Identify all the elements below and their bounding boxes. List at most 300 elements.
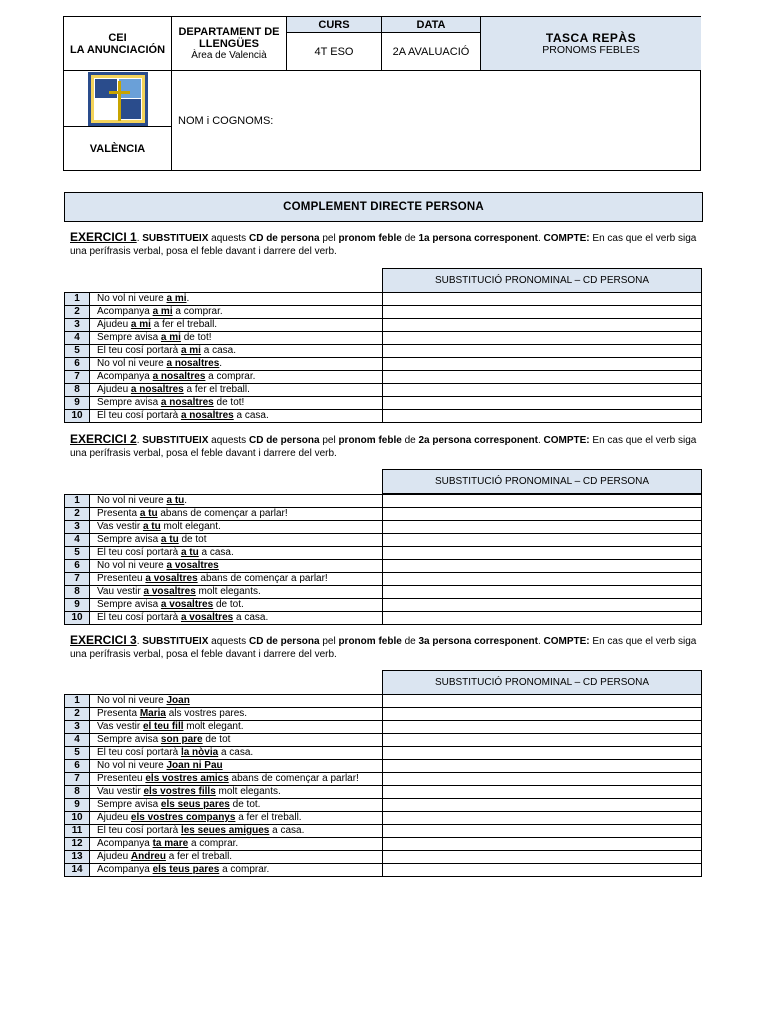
data-value-cell [382,33,481,71]
sentence-text: No vol ni veure [97,495,167,506]
direct-object: a tu [160,534,179,545]
row-number: 10 [65,410,90,422]
instruction-text: En cas que el verb siga una perífrasis verbal, posa el feble davant i darrere del verb. [70,435,697,459]
instruction-text: . [537,435,544,446]
row-number: 10 [65,812,90,824]
direct-object: a vosaltres [145,573,198,584]
row-number: 14 [65,864,90,876]
table-row [65,864,701,877]
exercise-label: EXERCICI 3 [70,633,137,647]
instruction-bold: COMPTE: [543,233,590,244]
direct-object: a tu [139,508,158,519]
answer-cell[interactable] [383,306,701,318]
row-number: 6 [65,760,90,772]
answer-cell[interactable] [383,721,701,733]
instruction-text: aquests [208,636,249,647]
instruction-text: En cas que el verb siga una perífrasis verbal, posa el feble davant i darrere del verb. [70,636,697,660]
instruction-bold: CD de persona [248,435,320,446]
sentence-cell [90,825,383,837]
sentence-text: No vol ni veure [97,560,167,571]
sentence-text: Presenteu [97,773,146,784]
instruction-text: de [401,636,419,647]
row-number: 7 [65,773,90,785]
answer-cell[interactable] [383,786,701,798]
instruction-bold: SUBSTITUEIX [142,435,209,446]
sentence-text: Sempre avisa [97,397,161,408]
table-row [65,760,701,773]
sentence-text: Sempre avisa [97,534,161,545]
table-row [65,586,701,599]
sentence-cell [90,306,383,318]
direct-object: a mi [166,293,187,304]
row-number: 5 [65,345,90,357]
instruction-bold: CD de persona [248,233,320,244]
direct-object: a nosaltres [160,397,214,408]
sentence-text: a fer el treball. [183,384,250,395]
data-label-cell [382,17,481,33]
sentence-cell [90,851,383,863]
direct-object: Andreu [130,851,166,862]
table-row [65,508,701,521]
table-row [65,371,701,384]
answer-cell[interactable] [383,345,701,357]
sentence-cell [90,760,383,772]
row-number: 3 [65,721,90,733]
sentence-cell [90,397,383,409]
answer-cell[interactable] [383,747,701,759]
row-number: 4 [65,332,90,344]
sentence-cell [90,384,383,396]
exercise-3-table [64,694,702,877]
sentence-text: No vol ni veure [97,358,167,369]
table-row [65,534,701,547]
sentence-text: Acompanya [97,371,153,382]
sentence-text: El teu cosí portarà [97,747,181,758]
exercise-1-instructions [70,231,710,258]
table-row [65,612,701,625]
row-number: 1 [65,293,90,305]
sentence-text: molt elegants. [215,786,281,797]
direct-object: son pare [160,734,203,745]
row-number: 2 [65,508,90,520]
direct-object: a vosaltres [180,612,234,623]
sentence-text: a fer el treball. [165,851,233,862]
instruction-text: En cas que el verb siga una perífrasis verbal, posa el feble davant i darrere del verb. [70,233,697,257]
row-number: 6 [65,560,90,572]
sentence-text: Acompanya [97,864,153,875]
answer-cell[interactable] [383,812,701,824]
sentence-text: de tot [202,734,231,745]
sentence-cell [90,371,383,383]
table-row [65,708,701,721]
row-number: 10 [65,612,90,624]
sentence-text: El teu cosí portarà [97,547,181,558]
sentence-text: . [219,358,223,369]
answer-cell[interactable] [383,358,701,370]
answer-cell[interactable] [383,508,701,520]
answer-cell[interactable] [383,371,701,383]
sentence-text: Ajudeu [97,319,131,330]
instruction-text: pel [319,636,339,647]
sentence-text: de tot! [213,397,245,408]
table-row [65,306,701,319]
department-area: Àrea de Valencià [191,49,267,61]
table-row [65,786,701,799]
sentence-text: No vol ni veure [97,695,167,706]
answer-cell[interactable] [383,838,701,850]
curs-label-cell [287,17,382,33]
sentence-cell [90,786,383,798]
sentence-text: Ajudeu [97,812,131,823]
instruction-text: . [136,435,143,446]
exercise-label: EXERCICI 1 [70,230,137,244]
row-number: 8 [65,384,90,396]
sentence-text: Vas vestir [97,521,143,532]
student-name-field[interactable] [172,71,701,171]
answer-cell[interactable] [383,612,701,624]
sentence-cell [90,534,383,546]
answer-cell[interactable] [383,734,701,746]
instruction-bold: 1a persona corresponent [418,233,538,244]
instruction-text: . [136,636,143,647]
curs-value: 4T ESO [314,45,354,58]
table-row [65,547,701,560]
sentence-text: Vas vestir [97,721,143,732]
table-row [65,332,701,345]
answer-cell[interactable] [383,864,701,876]
row-number: 6 [65,358,90,370]
direct-object: la nòvia [180,747,219,758]
direct-object: a tu [142,521,161,532]
sentence-text: de tot. [229,799,261,810]
sentence-cell [90,799,383,811]
answer-cell[interactable] [383,851,701,863]
instruction-bold: COMPTE: [543,636,590,647]
exercise-2-instructions [70,433,710,460]
answer-cell[interactable] [383,599,701,611]
sentence-text: de tot. [213,599,244,610]
sentence-cell [90,332,383,344]
sentence-text: molt elegant. [183,721,244,732]
table-row [65,319,701,332]
instruction-bold: 2a persona corresponent [418,435,538,446]
sentence-text: a casa. [269,825,305,836]
sentence-text: a comprar. [219,864,270,875]
sentence-cell [90,812,383,824]
instruction-bold: SUBSTITUEIX [142,636,209,647]
instruction-text: . [537,233,544,244]
sentence-text: Acompanya [97,838,153,849]
task-title-cell [481,17,701,71]
sentence-cell [90,838,383,850]
table-row [65,799,701,812]
department-cell [172,17,287,71]
instruction-text: de [401,435,419,446]
school-emblem-icon [88,72,148,126]
direct-object: a mi [130,319,151,330]
row-number: 7 [65,371,90,383]
answer-column-header: SUBSTITUCIÓ PRONOMINAL – CD PERSONA [382,469,702,494]
instruction-bold: pronom feble [338,435,402,446]
sentence-text: molt elegant. [160,521,221,532]
direct-object: els vostres amics [145,773,229,784]
direct-object: Maria [139,708,166,719]
sentence-text: a casa. [200,345,236,356]
sentence-cell [90,734,383,746]
data-value: 2A AVALUACIÓ [392,45,470,58]
document-header [63,16,701,171]
answer-cell[interactable] [383,695,701,707]
sentence-cell [90,586,383,598]
row-number: 13 [65,851,90,863]
sentence-text: Sempre avisa [97,332,161,343]
row-number: 8 [65,786,90,798]
exercise-3-instructions [70,634,710,661]
table-row [65,560,701,573]
sentence-text: Presenta [97,508,140,519]
table-row [65,747,701,760]
sentence-text: a casa. [218,747,254,758]
table-row [65,495,701,508]
row-number: 12 [65,838,90,850]
answer-cell[interactable] [383,384,701,396]
row-number: 9 [65,599,90,611]
exercise-1-table [64,292,702,423]
direct-object: a vosaltres [160,599,214,610]
school-name-cell [64,17,172,71]
direct-object: a tu [180,547,199,558]
answer-cell[interactable] [383,495,701,507]
table-row [65,384,701,397]
department-line2: LLENGÜES [199,37,259,50]
row-number: 4 [65,734,90,746]
row-number: 3 [65,521,90,533]
sentence-text: a casa. [198,547,234,558]
section-title: COMPLEMENT DIRECTE PERSONA [64,192,703,222]
instruction-bold: SUBSTITUEIX [142,233,209,244]
sentence-text: a fer el treball. [235,812,302,823]
answer-cell[interactable] [383,799,701,811]
sentence-text: . [186,293,190,304]
direct-object: Joan [166,695,190,706]
department-line1: DEPARTAMENT DE [178,25,280,38]
data-label: DATA [416,18,446,31]
row-number: 3 [65,319,90,331]
table-row [65,521,701,534]
table-row [65,734,701,747]
sentence-text: a comprar. [172,306,223,317]
sentence-text: El teu cosí portarà [97,825,181,836]
exercise-2-table [64,494,702,625]
sentence-text: a comprar. [205,371,256,382]
sentence-text: de tot! [180,332,212,343]
instruction-bold: 3a persona corresponent [418,636,538,647]
direct-object: els vostres companys [130,812,236,823]
instruction-text: pel [319,435,339,446]
sentence-text: a casa. [233,612,269,623]
row-number: 8 [65,586,90,598]
direct-object: a tu [166,495,185,506]
instruction-text: . [136,233,143,244]
sentence-text: als vostres pares. [165,708,248,719]
row-number: 9 [65,397,90,409]
direct-object: a nosaltres [130,384,184,395]
city-cell [64,127,172,171]
sentence-cell [90,573,383,585]
curs-value-cell [287,33,382,71]
row-number: 4 [65,534,90,546]
direct-object: ta mare [152,838,189,849]
sentence-text: abans de començar a parlar! [157,508,288,519]
sentence-text: molt elegants. [195,586,261,597]
sentence-cell [90,864,383,876]
answer-cell[interactable] [383,560,701,572]
sentence-cell [90,293,383,305]
sentence-text: No vol ni veure [97,293,167,304]
row-number: 11 [65,825,90,837]
sentence-text: de tot [178,534,207,545]
sentence-text: a casa. [233,410,269,421]
sentence-cell [90,521,383,533]
answer-cell[interactable] [383,586,701,598]
emblem-cell [64,71,172,127]
sentence-text: Ajudeu [97,851,131,862]
direct-object: a mi [160,332,181,343]
sentence-text: Presenta [97,708,140,719]
task-title: TASCA REPÀS [545,30,637,45]
sentence-text: Sempre avisa [97,599,161,610]
table-row [65,410,701,423]
sentence-cell [90,358,383,370]
direct-object: les seues amigues [180,825,270,836]
direct-object: a mi [152,306,173,317]
answer-cell[interactable] [383,825,701,837]
sentence-text: a fer el treball. [150,319,218,330]
table-row [65,812,701,825]
direct-object: a vosaltres [143,586,196,597]
table-row [65,397,701,410]
row-number: 1 [65,495,90,507]
table-row [65,695,701,708]
direct-object: els teus pares [152,864,220,875]
sentence-text: abans de començar a parlar! [228,773,359,784]
answer-cell[interactable] [383,534,701,546]
sentence-text: El teu cosí portarà [97,612,181,623]
row-number: 5 [65,547,90,559]
school-name-line2: LA ANUNCIACIÓN [69,43,166,56]
instruction-text: de [401,233,419,244]
sentence-cell [90,747,383,759]
answer-cell[interactable] [383,547,701,559]
row-number: 5 [65,747,90,759]
table-row [65,851,701,864]
sentence-cell [90,612,383,624]
sentence-text: Sempre avisa [97,734,161,745]
instruction-bold: pronom feble [338,233,402,244]
answer-cell[interactable] [383,410,701,422]
answer-cell[interactable] [383,573,701,585]
direct-object: els seus pares [160,799,230,810]
sentence-cell [90,599,383,611]
row-number: 9 [65,799,90,811]
direct-object: Joan ni Pau [166,760,223,771]
instruction-text: . [537,636,544,647]
direct-object: a vosaltres [166,560,219,571]
student-name-label: NOM i COGNOMS: [178,115,274,127]
sentence-text: El teu cosí portarà [97,345,181,356]
instruction-bold: pronom feble [338,636,402,647]
answer-cell[interactable] [383,319,701,331]
table-row [65,573,701,586]
sentence-text: Presenteu [97,573,146,584]
table-row [65,825,701,838]
sentence-text: Sempre avisa [97,799,161,810]
direct-object: a nosaltres [166,358,220,369]
sentence-text: No vol ni veure [97,760,167,771]
answer-cell[interactable] [383,760,701,772]
direct-object: el teu fill [142,721,184,732]
answer-cell[interactable] [383,773,701,785]
answer-column-header: SUBSTITUCIÓ PRONOMINAL – CD PERSONA [382,268,702,293]
sentence-cell [90,708,383,720]
instruction-bold: COMPTE: [543,435,590,446]
answer-cell[interactable] [383,293,701,305]
table-row [65,773,701,786]
direct-object: a nosaltres [152,371,206,382]
sentence-text: abans de començar a parlar! [197,573,328,584]
school-name-line1: CEI [108,31,127,44]
answer-cell[interactable] [383,708,701,720]
direct-object: a nosaltres [180,410,234,421]
instruction-bold: CD de persona [248,636,320,647]
sentence-text: . [184,495,188,506]
sentence-cell [90,721,383,733]
table-row [65,838,701,851]
sentence-text: Acompanya [97,306,153,317]
answer-column-header: SUBSTITUCIÓ PRONOMINAL – CD PERSONA [382,670,702,695]
sentence-text: a comprar. [188,838,239,849]
exercise-label: EXERCICI 2 [70,432,137,446]
answer-cell[interactable] [383,332,701,344]
sentence-text: Vau vestir [97,586,144,597]
table-row [65,721,701,734]
table-row [65,358,701,371]
table-row [65,345,701,358]
row-number: 1 [65,695,90,707]
answer-cell[interactable] [383,397,701,409]
city-name: VALÈNCIA [89,143,146,155]
direct-object: a mi [180,345,201,356]
instruction-text: aquests [208,233,249,244]
sentence-cell [90,410,383,422]
row-number: 2 [65,708,90,720]
sentence-cell [90,695,383,707]
sentence-cell [90,560,383,572]
curs-label: CURS [318,18,350,31]
sentence-cell [90,508,383,520]
sentence-cell [90,547,383,559]
sentence-cell [90,773,383,785]
answer-cell[interactable] [383,521,701,533]
sentence-text: Vau vestir [97,786,144,797]
sentence-text: Ajudeu [97,384,131,395]
instruction-text: pel [319,233,339,244]
row-number: 2 [65,306,90,318]
task-subtitle: PRONOMS FEBLES [542,43,640,56]
table-row [65,599,701,612]
row-number: 7 [65,573,90,585]
sentence-text: El teu cosí portarà [97,410,181,421]
